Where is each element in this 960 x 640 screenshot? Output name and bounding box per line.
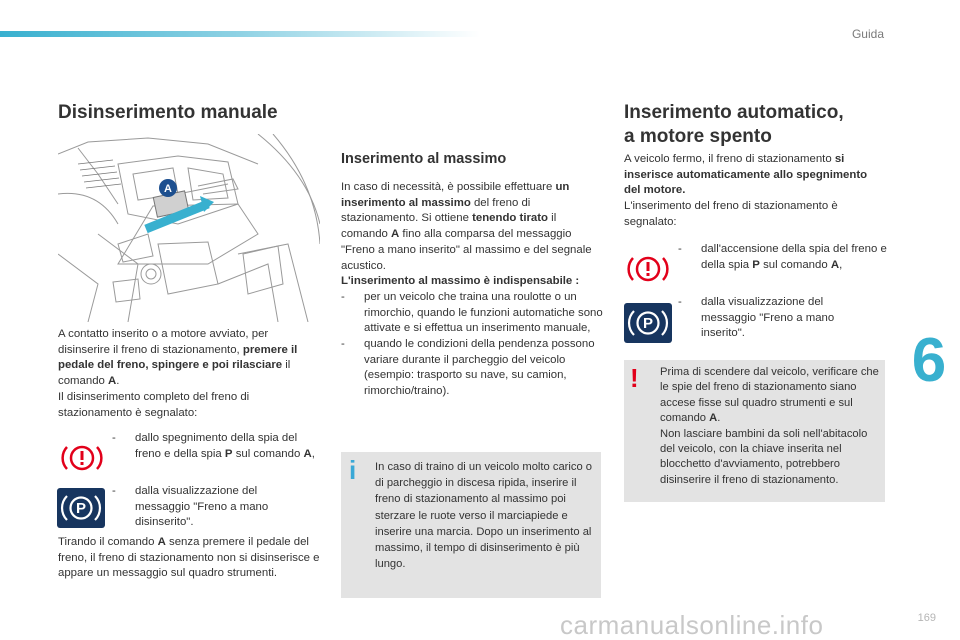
left-intro-text-2: il comando (58, 359, 291, 388)
middle-paragraph-2 (341, 274, 603, 290)
left-bullet-1-a: dallo spegnimento della spia del freno e della spia (135, 432, 298, 460)
svg-text:P: P (75, 500, 87, 517)
middle-bullet-2-text: quando le condizioni della pendenza possono variare durante il parcheggio del veicolo (esempio: trasporto su nave, su camion, rimorchio/traino). (364, 338, 595, 398)
right-bullet-1-p: P (752, 258, 760, 271)
warning-end: . (717, 412, 721, 425)
right-bullet-1-c: A (830, 258, 840, 271)
dash: - (678, 243, 682, 255)
info-note-box (341, 452, 601, 598)
dash: - (678, 296, 682, 308)
left-outro-text-2: senza premere il pedale del freno, il freno di stazionamento non si disinserisce e appare un messaggio sul quadro strumenti. (58, 536, 320, 580)
middle-p1-d: fino alla comparsa del messaggio "Freno a mano inserito" al massimo e del segnale acustico. (341, 228, 592, 272)
right-section-title (624, 101, 844, 149)
header-accent-bar (0, 31, 480, 37)
watermark-text: carmanualsonline.info (560, 610, 824, 640)
left-outro-text: Tirando il comando (58, 536, 158, 548)
dash: - (112, 485, 116, 497)
right-p1-bold: si inserisce automaticamente allo spegnimento del motore. (624, 153, 868, 197)
right-bullet-1-a: dall'accensione della spia del freno e della spia (701, 243, 887, 271)
left-outro-control: A (157, 536, 166, 548)
console-illustration (58, 134, 320, 322)
right-title-line-2: a motore spento (624, 126, 772, 147)
left-bullet-1-p: P (224, 447, 233, 460)
dash: - (341, 290, 345, 303)
left-outro-paragraph (58, 535, 320, 582)
dash: - (341, 338, 345, 351)
brake-warning-icon (56, 440, 108, 476)
chapter-number: 6 (911, 326, 947, 395)
footer-watermark (560, 610, 960, 640)
left-intro-text: A contatto inserito o a motore avviato, per disinserire il freno di stazionamento, (58, 328, 269, 356)
middle-p1-c: il comando (341, 212, 557, 241)
right-paragraph-1 (624, 152, 886, 199)
left-intro-line2: Il disinserimento completo del freno di stazionamento è segnalato: (58, 390, 250, 419)
left-section-title: Disinserimento manuale (58, 102, 278, 123)
left-bullet-1-b: sul comando (232, 447, 304, 460)
middle-section-title: Inserimento al massimo (341, 151, 507, 167)
middle-p1-bold1: un inserimento al massimo (341, 181, 570, 209)
middle-p1-bold2: tenendo tirato (472, 212, 549, 225)
middle-p1-b: del freno di stazionamento. Si ottiene (341, 196, 531, 225)
right-bullet-1-b: sul comando (759, 258, 831, 271)
warning-note-box (624, 360, 885, 502)
middle-body (341, 180, 603, 400)
right-title-line-1: Inserimento automatico, (624, 102, 844, 123)
chapter-title: Guida (851, 27, 884, 41)
page-number: 169 (917, 612, 936, 624)
middle-p1-a: In caso di necessità, è possibile effettuare (341, 181, 556, 193)
middle-bullet-2 (341, 337, 603, 400)
brake-warning-icon (622, 251, 674, 287)
warning-note-text (660, 365, 882, 488)
left-intro-paragraph (58, 327, 320, 390)
warning-text: Prima di scendere dal veicolo, verificare che le spie del freno di stazionamento siano accese fisse sul quadro strumenti e sul comando (660, 366, 879, 425)
right-paragraph-2: L'inserimento del freno di stazionamento è segnalato: (624, 200, 838, 228)
middle-p2-bold: L'inserimento al massimo è indispensabile : (341, 275, 580, 288)
dash: - (112, 432, 116, 444)
middle-bullet-1 (341, 290, 603, 337)
left-intro-control: A (108, 375, 117, 388)
right-bullet-1-d: , (839, 258, 843, 271)
middle-bullet-1-text: per un veicolo che traina una roulotte o un rimorchio, quando le funzioni automatiche sono attivate e si effettua un inserimento manuale, (364, 290, 603, 335)
parking-brake-icon (57, 488, 105, 528)
left-intro-bold: premere il pedale del freno, spingere e poi rilasciare (58, 343, 298, 372)
left-bullet-2-text: dalla visualizzazione del messaggio "Freno a mano disinserito". (135, 485, 269, 529)
left-bullet-1-text (135, 431, 321, 462)
right-body (624, 152, 886, 231)
left-intro-end: . (116, 375, 120, 388)
middle-paragraph-1 (341, 180, 603, 274)
warning-text-2: Non lasciare bambini da soli nell'abitacolo del veicolo, con la chiave inserita nel blocchetto d'avviamento, potrebbero disinserire il freno di stazionamento. (660, 427, 868, 486)
svg-text:P: P (642, 315, 654, 332)
parking-brake-icon (624, 303, 672, 343)
right-bullet-2-text: dalla visualizzazione del messaggio "Freno a mano inserito". (701, 296, 835, 340)
left-intro (58, 327, 320, 421)
warning-icon: ! (630, 363, 639, 393)
right-p1-a: A veicolo fermo, il freno di stazionamento (624, 153, 835, 165)
right-bullet-1-text (701, 242, 887, 273)
left-bullet-1-c: A (303, 447, 312, 460)
warning-control: A (709, 412, 718, 425)
info-note-text: In caso di traino di un veicolo molto carico o di parcheggio in discesa ripida, inserire il freno di stazionamento al massimo poi sterzare le ruote verso il marciapiede e inserire una marcia. Dopo un inserimento al massimo, il tempo di disinserimento è più lungo. (375, 461, 593, 571)
left-bullet-1-d: , (311, 447, 315, 460)
middle-p1-bold3: A (391, 228, 400, 241)
control-a-marker: A (164, 183, 172, 195)
left-outro (58, 535, 320, 582)
info-icon: i (349, 455, 357, 485)
